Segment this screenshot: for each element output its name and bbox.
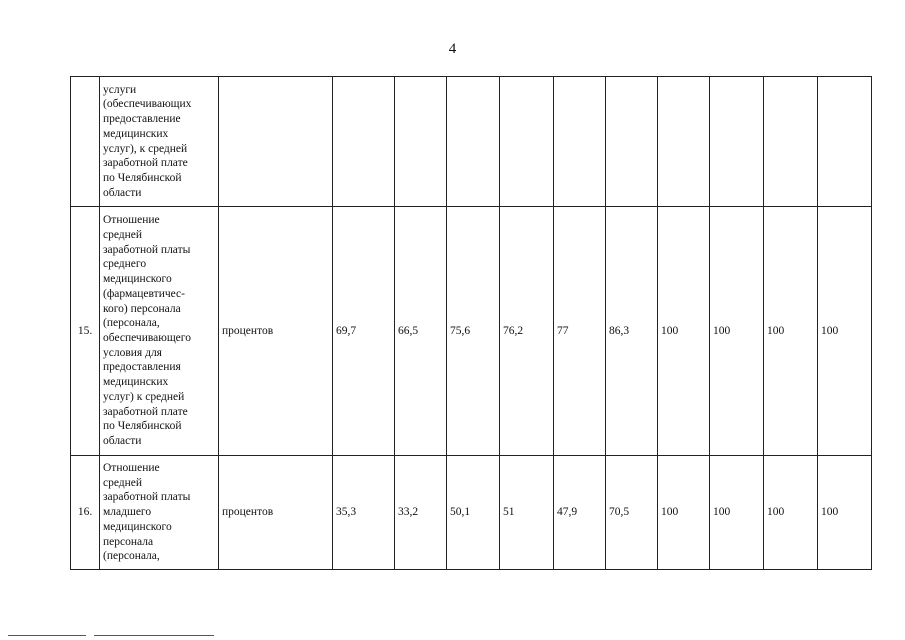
page-number: 4: [448, 41, 457, 57]
value-cell: [764, 77, 818, 207]
description-line: области: [103, 434, 142, 447]
indicator-description: [100, 77, 219, 207]
description-line: по Челябинской: [103, 420, 182, 433]
description-line: младшего: [103, 506, 152, 519]
description-line: предоставления: [103, 361, 181, 374]
footer-line-mid: [94, 635, 214, 636]
description-line: заработной платы: [103, 491, 191, 504]
value-cell: 100: [658, 456, 710, 570]
description-line: по Челябинской: [103, 171, 182, 184]
description-line: заработной плате: [103, 157, 188, 170]
value-cell: [658, 77, 710, 207]
description-line: медицинского: [103, 520, 172, 533]
value-cell: 50,1: [447, 456, 500, 570]
value-cell: [395, 77, 447, 207]
description-line: области: [103, 186, 142, 199]
value-cell: 100: [710, 207, 764, 456]
description-line: среднего: [103, 258, 147, 271]
value-cell: 100: [818, 207, 872, 456]
description-line: услуг) к средней: [103, 390, 185, 403]
value-cell: 100: [658, 207, 710, 456]
description-line: условия для: [103, 346, 162, 359]
value-cell: 51: [500, 456, 554, 570]
value-cell: 35,3: [333, 456, 395, 570]
description-line: медицинских: [103, 127, 169, 140]
description-line: медицинских: [103, 376, 169, 389]
description-line: средней: [103, 476, 143, 489]
value-cell: 70,5: [606, 456, 658, 570]
value-cell: [818, 77, 872, 207]
row-number: 15.: [71, 207, 100, 456]
value-cell: 100: [818, 456, 872, 570]
description-line: обеспечивающего: [103, 332, 191, 344]
value-cell: 66,5: [395, 207, 447, 456]
description-line: (фармацевтичес-: [103, 287, 185, 300]
description-line: (персонала,: [103, 550, 160, 563]
row-number: [71, 77, 100, 207]
description-line: заработной платы: [103, 243, 191, 256]
value-cell: [333, 77, 395, 207]
value-cell: 76,2: [500, 207, 554, 456]
value-cell: 75,6: [447, 207, 500, 456]
footer-line-left: [8, 635, 86, 636]
description-line: средней: [103, 229, 143, 242]
description-line: услуг), к средней: [103, 142, 188, 155]
value-cell: [554, 77, 606, 207]
value-cell: 77: [554, 207, 606, 456]
description-line: Отношение: [103, 214, 160, 227]
value-cell: 86,3: [606, 207, 658, 456]
value-cell: 69,7: [333, 207, 395, 456]
description-line: услуги: [103, 83, 137, 96]
description-line: (персонала,: [103, 317, 160, 330]
value-cell: 100: [710, 456, 764, 570]
description-line: Отношение: [103, 462, 160, 475]
description-line: персонала: [103, 535, 154, 548]
indicator-description: [100, 207, 219, 456]
value-cell: [500, 77, 554, 207]
value-cell: 100: [764, 456, 818, 570]
value-cell: 47,9: [554, 456, 606, 570]
unit-cell: [219, 77, 333, 207]
unit-cell: процентов: [219, 207, 333, 456]
description-line: кого) персонала: [103, 302, 181, 315]
indicator-description: [100, 456, 219, 570]
row-number: 16.: [71, 456, 100, 570]
unit-cell: процентов: [219, 456, 333, 570]
table-row: [71, 456, 872, 570]
indicators-table: [70, 76, 872, 570]
description-line: предоставление: [103, 113, 181, 126]
value-cell: [710, 77, 764, 207]
value-cell: 100: [764, 207, 818, 456]
value-cell: 33,2: [395, 456, 447, 570]
description-line: (обеспечивающих: [103, 98, 192, 111]
table-row: [71, 207, 872, 456]
description-line: медицинского: [103, 273, 172, 286]
value-cell: [606, 77, 658, 207]
value-cell: [447, 77, 500, 207]
description-line: заработной плате: [103, 405, 188, 418]
table-row: [71, 77, 872, 207]
